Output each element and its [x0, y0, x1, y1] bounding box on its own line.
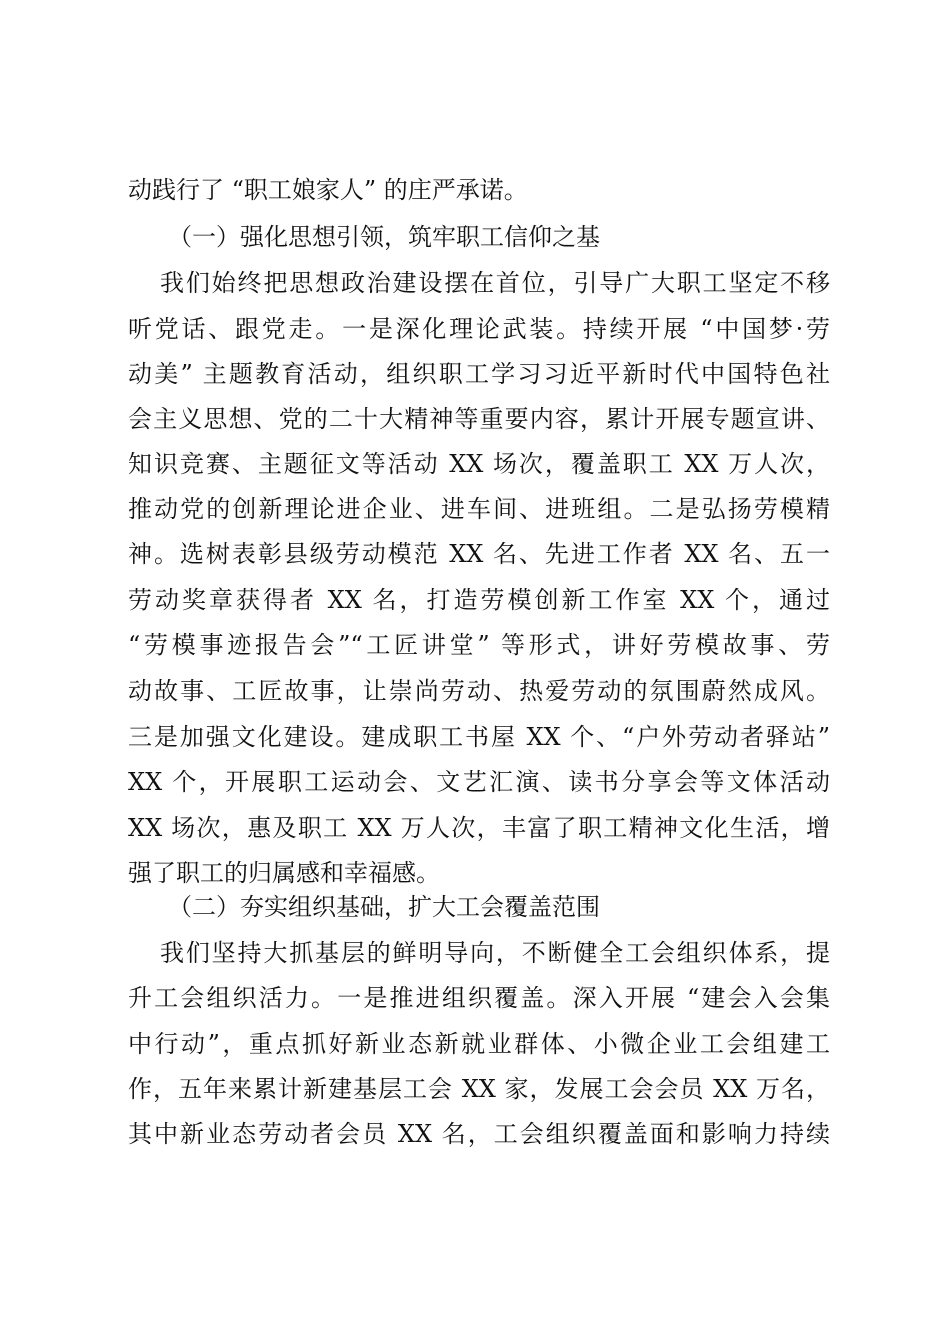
paragraph-line: 我们始终把思想政治建设摆在首位，引导广大职工坚定不移: [160, 269, 830, 297]
section-heading-2: （二）夯实组织基础，扩大工会覆盖范围: [168, 893, 600, 921]
paragraph-line: 作，五年来累计新建基层工会 XX 家，发展工会会员 XX 万名，: [128, 1075, 830, 1103]
paragraph-line: 神。选树表彰县级劳动模范 XX 名、先进工作者 XX 名、五一: [128, 540, 830, 568]
paragraph-line: 动美” 主题教育活动，组织职工学习习近平新时代中国特色社: [128, 360, 830, 388]
paragraph-line: 我们坚持大抓基层的鲜明导向，不断健全工会组织体系，提: [160, 939, 830, 967]
paragraph-line: 会主义思想、党的二十大精神等重要内容，累计开展专题宣讲、: [128, 405, 830, 433]
paragraph-line: 听党话、跟党走。一是深化理论武装。持续开展 “中国梦·劳: [128, 315, 830, 343]
paragraph-line: 动故事、工匠故事，让崇尚劳动、热爱劳动的氛围蔚然成风。: [128, 677, 830, 705]
paragraph-line: 升工会组织活力。一是推进组织覆盖。深入开展 “建会入会集: [128, 984, 830, 1012]
paragraph-line: 强了职工的归属感和幸福感。: [128, 859, 440, 887]
paragraph-line: XX 个，开展职工运动会、文艺汇演、读书分享会等文体活动: [128, 768, 830, 796]
paragraph-line: 三是加强文化建设。建成职工书屋 XX 个、“户外劳动者驿站”: [128, 723, 830, 751]
paragraph-line: 动践行了 “职工娘家人” 的庄严承诺。: [128, 176, 528, 204]
paragraph-line: 中行动”，重点抓好新业态新就业群体、小微企业工会组建工: [128, 1030, 830, 1058]
paragraph-line: 劳动奖章获得者 XX 名，打造劳模创新工作室 XX 个，通过: [128, 586, 830, 614]
paragraph-line: 知识竞赛、主题征文等活动 XX 场次，覆盖职工 XX 万人次，: [128, 450, 830, 478]
paragraph-line: 推动党的创新理论进企业、进车间、进班组。二是弘扬劳模精: [128, 495, 830, 523]
section-heading-1: （一）强化思想引领，筑牢职工信仰之基: [168, 223, 600, 251]
paragraph-line: XX 场次，惠及职工 XX 万人次，丰富了职工精神文化生活，增: [128, 814, 830, 842]
paragraph-line: “劳模事迹报告会”“工匠讲堂” 等形式，讲好劳模故事、劳: [128, 631, 830, 659]
paragraph-line: 其中新业态劳动者会员 XX 名，工会组织覆盖面和影响力持续: [128, 1120, 830, 1148]
